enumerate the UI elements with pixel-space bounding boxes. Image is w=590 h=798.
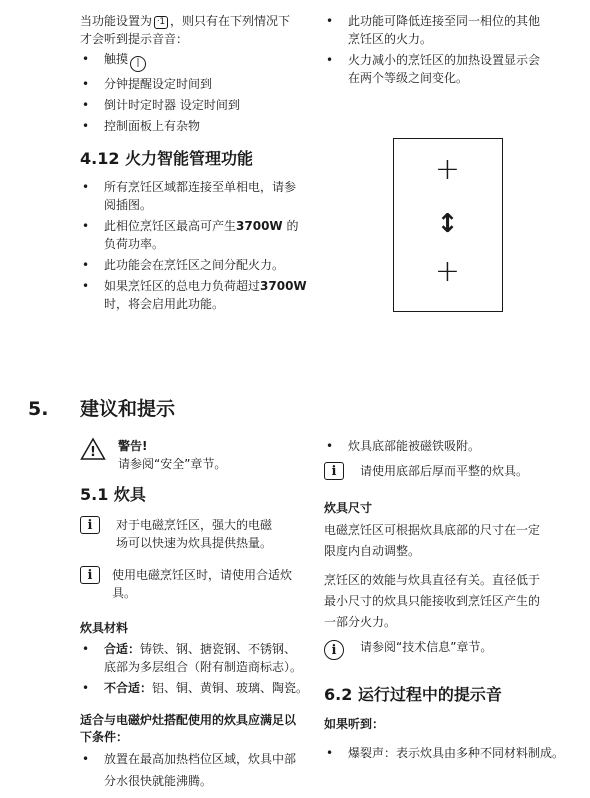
note-text: 请使用底部后厚而平整的炊具。 xyxy=(360,464,529,478)
intro-text-pre: 当功能设置为 xyxy=(80,14,153,28)
list-item: • 炊具底部能被磁铁吸附。 xyxy=(324,437,574,455)
note-tech-info xyxy=(324,640,580,660)
intro-paragraph xyxy=(80,12,320,48)
note-flat-bottom xyxy=(324,462,580,480)
size-paragraph-2: 烹饪区的效能与炊具直径有关。直径低于 最小尺寸的炊具只能接收到烹饪区产生的 一部分火力。 xyxy=(324,573,541,629)
list-item: • 所有烹饪区域都连接至单相电，请参 阅插图。 xyxy=(80,178,330,214)
power-management-list xyxy=(80,178,330,316)
list-item: • 爆裂声：表示炊具由多种不同材料制成。 xyxy=(324,744,586,762)
condition-heading: 适合与电磁炉灶搭配使用的炊具应满足以 下条件： xyxy=(80,713,297,744)
list-item: • 火力减小的烹饪区的加热设置显示会 在两个等级之间变化。 xyxy=(324,51,574,87)
list-item: • 合适：铸铁、钢、搪瓷钢、不锈钢、 底部为多层组合（附有制造商标志）。 xyxy=(80,640,340,676)
sound-list xyxy=(324,744,586,765)
section-5-1-title: 5.1 炊具 xyxy=(80,485,146,504)
list-item: • 此功能可降低连接至同一相位的其他 烹饪区的火力。 xyxy=(324,12,574,48)
magnet-list xyxy=(324,437,574,458)
material-list xyxy=(80,640,340,700)
note-text: 请参阅“技术信息”章节。 xyxy=(360,640,493,654)
section-6-2-title: 6.2 运行过程中的提示音 xyxy=(324,685,502,704)
size-paragraph-1: 电磁烹饪区可根据炊具底部的尺寸在一定 限度内自动调整。 xyxy=(324,523,541,558)
section-5-number: 5. xyxy=(28,398,49,420)
list-item: • 不合适：铝、铜、黄铜、玻璃、陶瓷。 xyxy=(80,679,340,697)
size-heading: 炊具尺寸 xyxy=(324,501,373,515)
warning-block xyxy=(80,437,330,473)
cooking-zones-diagram xyxy=(393,138,503,312)
list-item: • 放置在最高加热档位区域，炊具中部 分水很快就能沸腾。 xyxy=(80,748,330,792)
list-item: • 控制面板上有杂物 xyxy=(80,117,320,135)
intro-text-post: ，则只有在下列情况下 xyxy=(170,14,291,28)
list-item: • 触摸 | xyxy=(80,50,320,72)
plus-icon: + xyxy=(434,152,461,187)
intro-text-line2: 才会听到提示音音： xyxy=(80,32,189,46)
plus-icon: + xyxy=(434,254,461,289)
note-suitable-cookware xyxy=(80,566,330,602)
info-icon: i xyxy=(80,516,100,534)
svg-text:!: ! xyxy=(90,445,96,460)
list-item: • 如果烹饪区的总电力负荷超过3700W 时，将会启用此功能。 xyxy=(80,277,330,313)
note-text: 使用电磁烹饪区时，请使用合适炊 具。 xyxy=(112,568,293,600)
power-reduce-list xyxy=(324,12,574,90)
list-item: • 倒计时定时器 设定时间到 xyxy=(80,96,320,114)
if-heard-heading: 如果听到： xyxy=(324,717,385,731)
list-item: • 分钟提醒设定时间到 xyxy=(80,75,320,93)
info-icon: i xyxy=(80,566,100,584)
material-heading: 炊具材料 xyxy=(80,621,129,635)
condition-list xyxy=(80,748,330,795)
section-5-title: 建议和提示 xyxy=(80,398,176,420)
up-down-arrow-icon: ↕ xyxy=(436,209,459,239)
warning-text: 请参阅“安全”章节。 xyxy=(118,457,227,471)
warning-title: 警告! xyxy=(118,439,148,453)
timer-symbol-icon: ᐧ1 xyxy=(154,16,168,29)
list-item: • 此功能会在烹饪区之间分配火力。 xyxy=(80,256,330,274)
warning-triangle-icon xyxy=(80,437,106,461)
section-4-12-title: 4.12 火力智能管理功能 xyxy=(80,149,254,168)
list-item: • 此相位烹饪区最高可产生3700W 的 负荷功率。 xyxy=(80,217,330,253)
note-text: 对于电磁烹饪区，强大的电磁 场可以快速为炊具提供热量。 xyxy=(116,518,273,550)
info-icon: i xyxy=(324,640,344,660)
note-induction xyxy=(80,516,330,552)
power-icon: | xyxy=(130,56,146,72)
sound-trigger-list xyxy=(80,50,320,138)
info-icon: i xyxy=(324,462,344,480)
